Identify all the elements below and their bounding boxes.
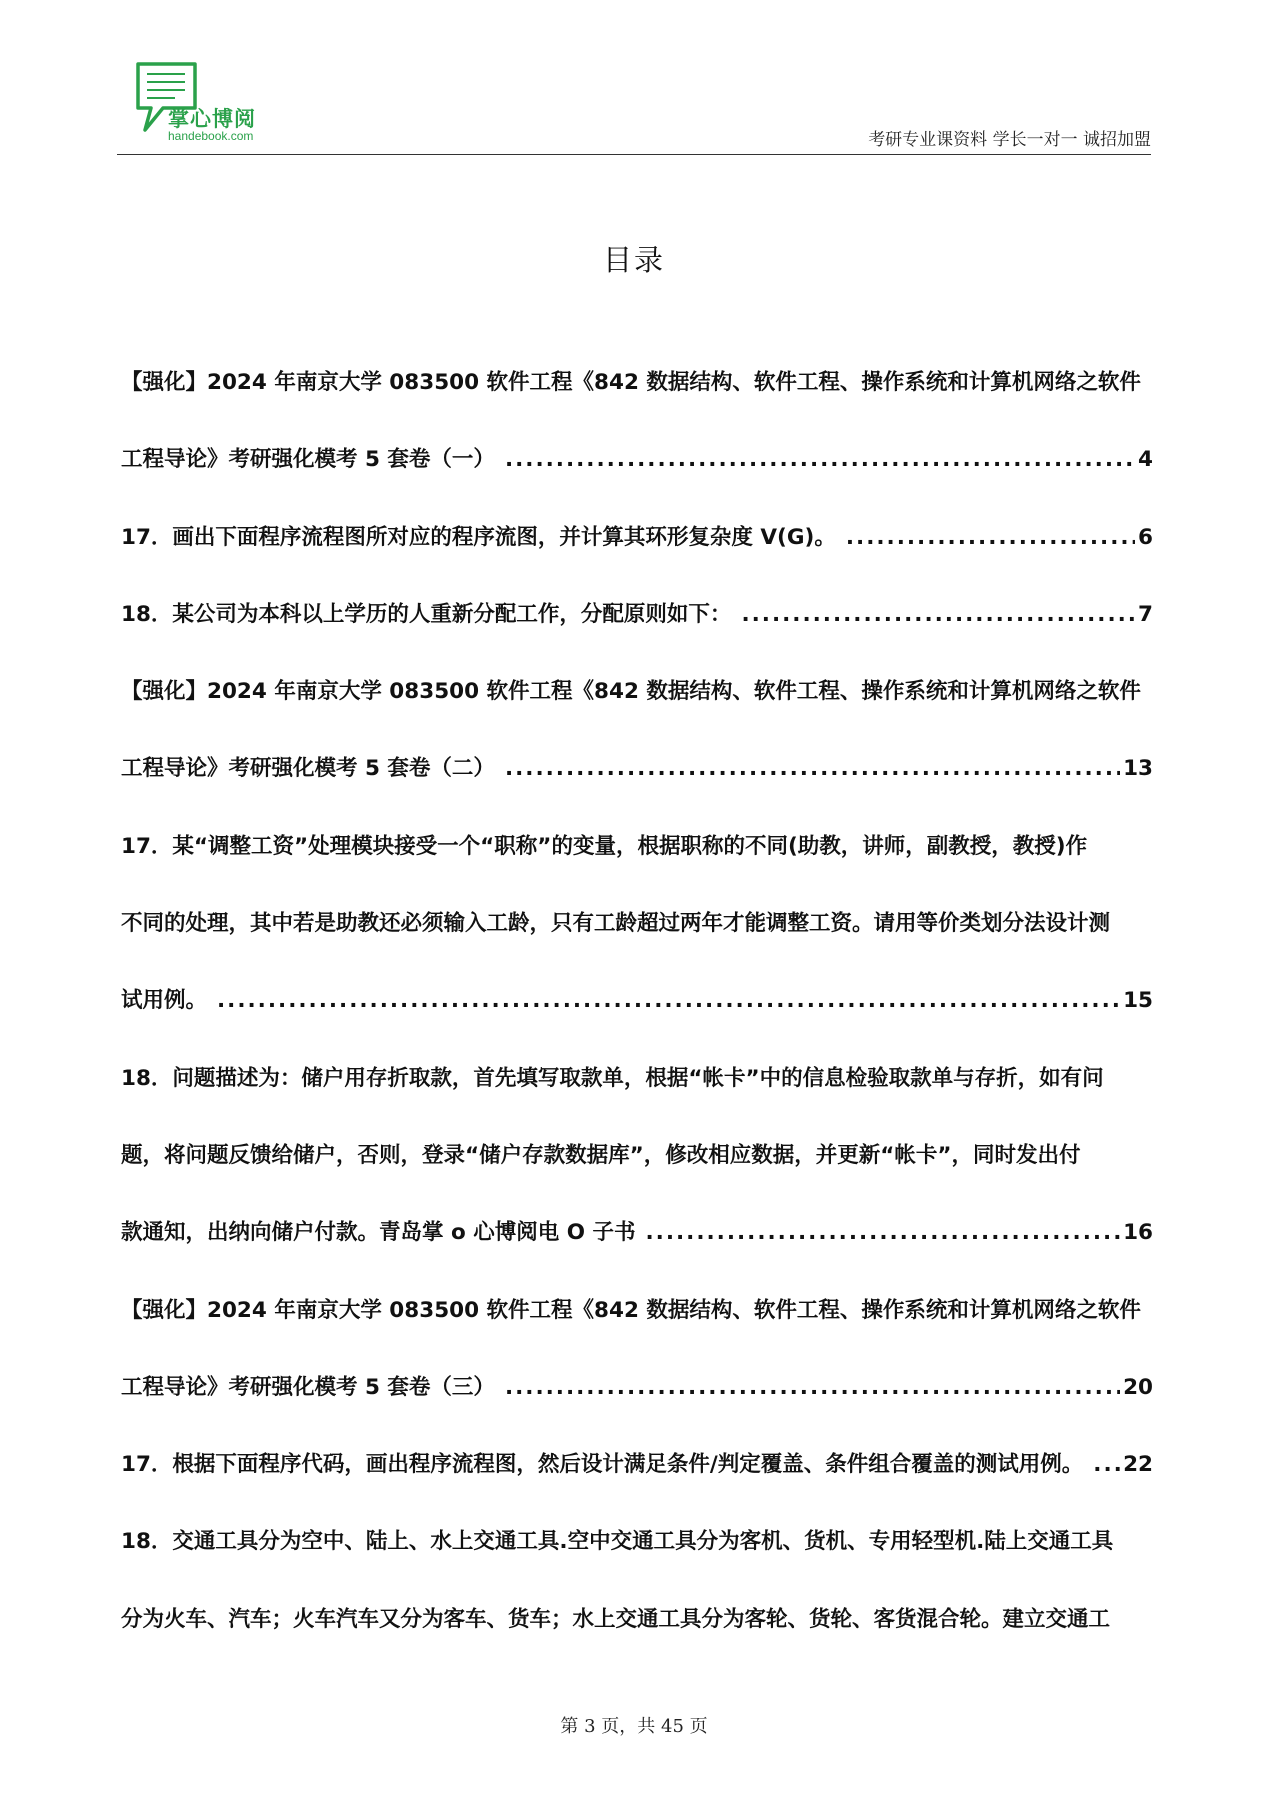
- page-footer: 第 3 页，共 45 页: [560, 1716, 708, 1737]
- toc-entry-text: 17．根据下面程序代码，画出程序流程图，然后设计满足条件/判定覆盖、条件组合覆盖的测试用例。: [121, 1452, 1084, 1478]
- toc-entry[interactable]: [121, 1440, 1153, 1517]
- toc-leader-dots: [505, 1363, 1120, 1413]
- toc-leader-dots: [846, 513, 1135, 563]
- toc-entry-text: 分为火车、汽车；火车汽车又分为客车、货车；水上交通工具分为客轮、货轮、客货混合轮。建立交通工: [121, 1606, 1111, 1632]
- logo-brand: 掌心博阅: [168, 107, 256, 131]
- toc-entry[interactable]: [121, 1363, 1153, 1440]
- toc-entry[interactable]: [121, 822, 1153, 899]
- toc-entry[interactable]: [121, 744, 1153, 821]
- toc-leader-dots: [505, 744, 1120, 794]
- toc-entry-text: 18．某公司为本科以上学历的人重新分配工作，分配原则如下：: [121, 601, 732, 627]
- toc-entry-text: 【强化】2024 年南京大学 083500 软件工程《842 数据结构、软件工程、操作系统和计算机网络之软件: [121, 370, 1141, 395]
- toc-entry[interactable]: [121, 435, 1153, 512]
- toc-page-number: 4: [1138, 447, 1153, 473]
- toc-entry[interactable]: [121, 1286, 1153, 1363]
- toc-entry[interactable]: [121, 667, 1153, 744]
- toc-page-number: 6: [1138, 524, 1153, 550]
- toc-entry[interactable]: [121, 1517, 1153, 1594]
- toc-entry-text: 不同的处理，其中若是助教还必须输入工龄，只有工龄超过两年才能调整工资。请用等价类划分法设计测: [121, 911, 1111, 937]
- logo-domain: handebook.com: [168, 129, 254, 143]
- toc-leader-dots: [217, 976, 1120, 1026]
- page-title: 目录: [602, 243, 665, 277]
- toc-page-number: 20: [1123, 1374, 1153, 1400]
- toc-entry[interactable]: [121, 1131, 1153, 1208]
- toc-leader-dots: [646, 1208, 1121, 1258]
- toc-entry-text: 工程导论》考研强化模考 5 套卷（三）: [121, 1374, 495, 1400]
- toc-entry[interactable]: [121, 1054, 1153, 1131]
- toc-page-number: 16: [1123, 1220, 1153, 1246]
- toc-page-number: 15: [1123, 988, 1153, 1014]
- toc-entry[interactable]: [121, 1208, 1153, 1285]
- toc-page-number: 22: [1123, 1452, 1153, 1478]
- toc-leader-dots: [1093, 1440, 1120, 1490]
- toc-entry-text: 18．问题描述为：储户用存折取款，首先填写取款单，根据“帐卡”中的信息检验取款单与存折，如有问: [121, 1065, 1104, 1091]
- toc-entry[interactable]: [121, 358, 1153, 435]
- toc-entry-text: 17．某“调整工资”处理模块接受一个“职称”的变量，根据职称的不同(助教，讲师，副教授，教授)作: [121, 833, 1088, 859]
- toc-leader-dots: [741, 590, 1135, 640]
- table-of-contents: [121, 358, 1153, 1672]
- toc-entry[interactable]: [121, 513, 1153, 590]
- toc-leader-dots: [505, 435, 1135, 485]
- toc-entry[interactable]: [121, 899, 1153, 976]
- toc-entry[interactable]: [121, 976, 1153, 1053]
- toc-entry-text: 工程导论》考研强化模考 5 套卷（一）: [121, 447, 495, 473]
- toc-page-number: 13: [1123, 756, 1153, 782]
- toc-entry-text: 款通知，出纳向储户付款。青岛掌 o 心博阅电 O 子书: [121, 1220, 636, 1246]
- toc-entry-text: 试用例。: [121, 988, 208, 1014]
- toc-entry-text: 【强化】2024 年南京大学 083500 软件工程《842 数据结构、软件工程、操作系统和计算机网络之软件: [121, 679, 1141, 705]
- header-tagline: 考研专业课资料 学长一对一 诚招加盟: [868, 130, 1151, 150]
- toc-entry-text: 题，将问题反馈给储户，否则，登录“储户存款数据库”，修改相应数据，并更新“帐卡”，同时发出付: [121, 1142, 1081, 1168]
- toc-entry[interactable]: [121, 1595, 1153, 1672]
- toc-entry[interactable]: [121, 590, 1153, 667]
- header-divider: [117, 154, 1151, 155]
- toc-entry-text: 17．画出下面程序流程图所对应的程序流图，并计算其环形复杂度 V(G)。: [121, 524, 836, 550]
- toc-entry-text: 18．交通工具分为空中、陆上、水上交通工具.空中交通工具分为客机、货机、专用轻型机.陆上交通工具: [121, 1529, 1114, 1555]
- toc-entry-text: 【强化】2024 年南京大学 083500 软件工程《842 数据结构、软件工程、操作系统和计算机网络之软件: [121, 1297, 1141, 1323]
- toc-entry-text: 工程导论》考研强化模考 5 套卷（二）: [121, 756, 495, 782]
- toc-page-number: 7: [1138, 601, 1153, 627]
